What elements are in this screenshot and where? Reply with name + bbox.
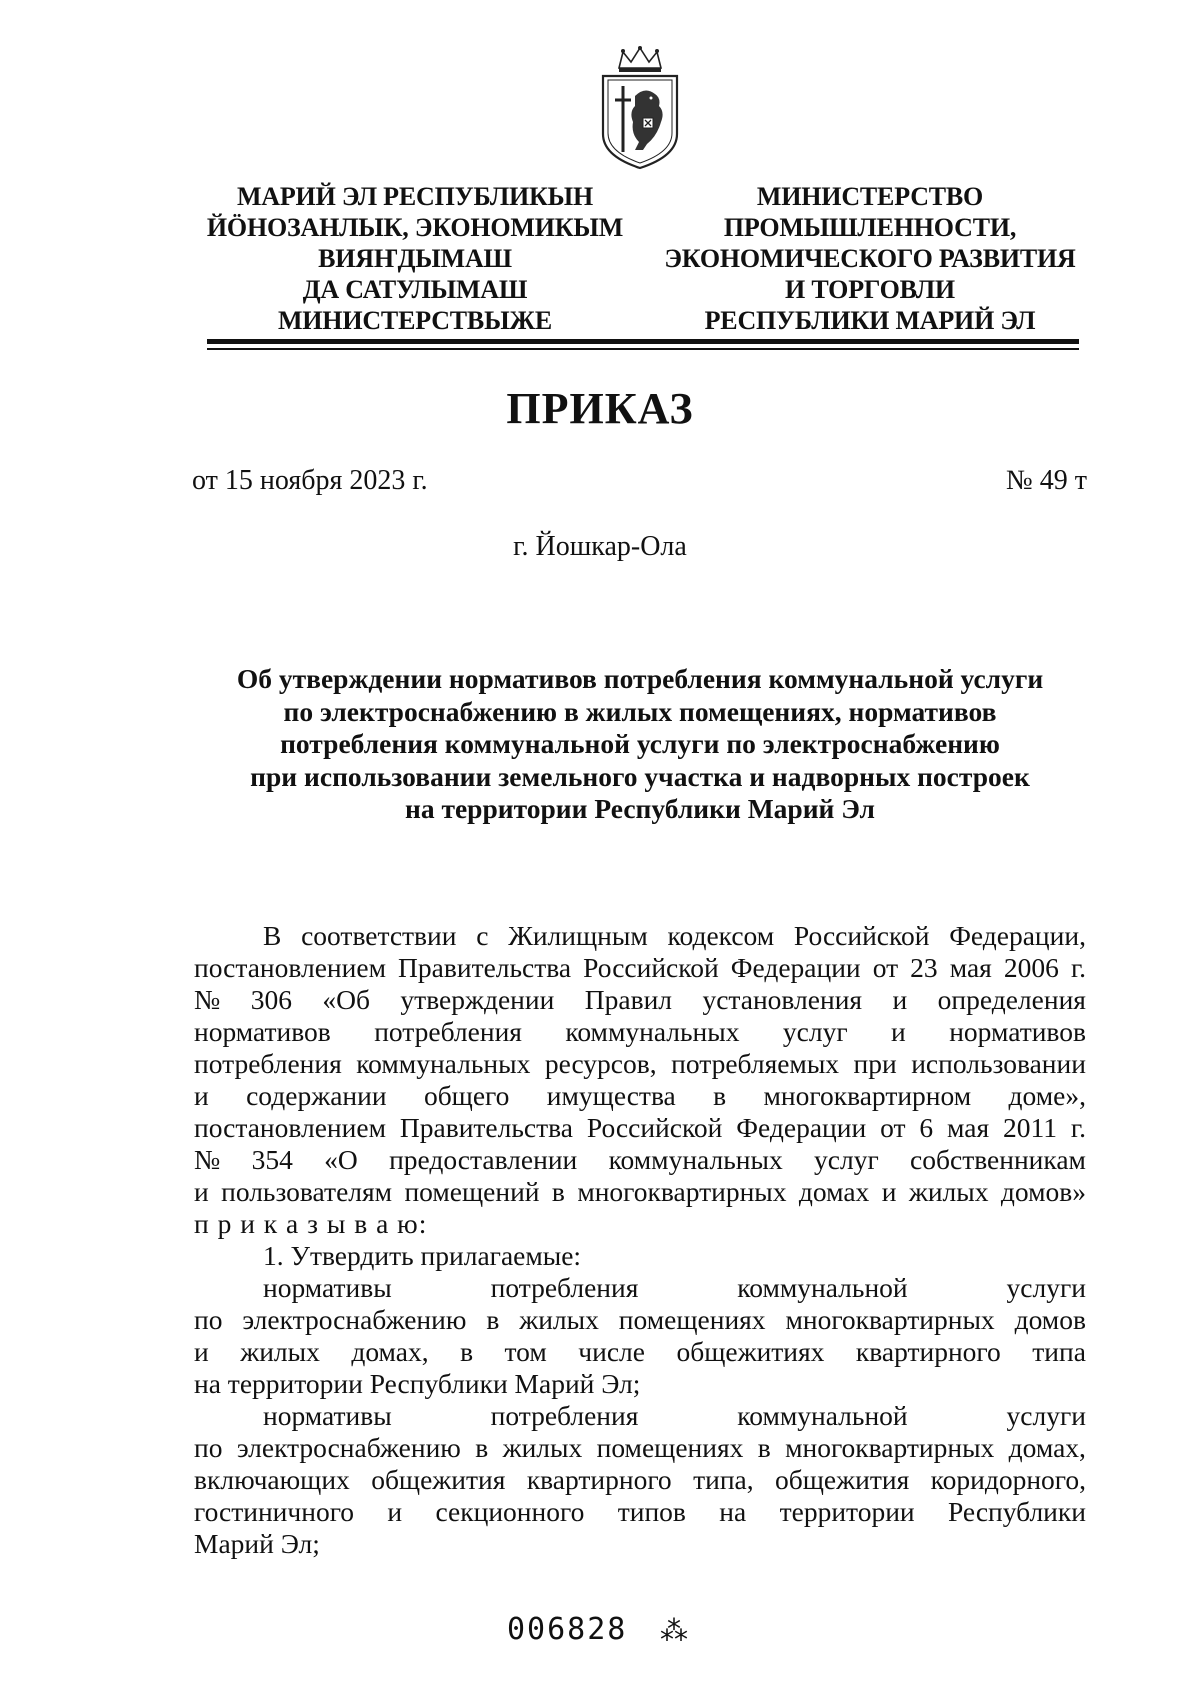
asterisk-mark-icon: ⁂ <box>660 1614 688 1647</box>
body-word: потребления <box>490 1272 639 1303</box>
body-word: многоквартирных <box>577 1176 787 1207</box>
body-word: потребления <box>194 1048 342 1079</box>
body-word: жилых <box>502 1432 583 1463</box>
body-word: общежития <box>775 1464 910 1495</box>
subject-line: на территории Республики Марий Эл <box>405 793 875 824</box>
subject-line: Об утверждении нормативов потребления коммунальной услуги <box>236 663 1044 694</box>
header-left-line: ЙӦНОЗАНЛЫК, ЭКОНОМИКЫМ <box>206 213 624 242</box>
body-word: 2006 <box>1003 952 1059 983</box>
body-word: в <box>460 1336 474 1367</box>
header-right-line: ПРОМЫШЛЕННОСТИ, <box>723 213 1017 242</box>
document-title: ПРИКАЗ <box>506 384 694 433</box>
body-line <box>194 1048 1086 1080</box>
body-word: предоставлении <box>389 1144 578 1175</box>
body-word: использовании <box>911 1048 1086 1079</box>
body-word: территории <box>779 1496 915 1527</box>
body-word: содержании <box>246 1080 387 1111</box>
body-word: мая <box>949 952 992 983</box>
body-word: потребляемых <box>671 1048 840 1079</box>
body-word: жилых <box>240 1336 320 1367</box>
body-word: от <box>880 1112 906 1143</box>
body-word: и <box>892 984 908 1015</box>
body-line: Марий Эл; <box>194 1528 320 1559</box>
body-line <box>194 1304 1086 1336</box>
body-word: и <box>881 1176 897 1207</box>
body-line <box>194 1112 1086 1144</box>
body-line <box>194 952 1086 984</box>
body-word: услуг <box>782 1016 848 1047</box>
body-word: «О <box>324 1144 358 1175</box>
body-line <box>194 1496 1086 1528</box>
body-word: г. <box>1070 1112 1086 1143</box>
header-divider-thick <box>207 339 1079 344</box>
body-word: общежития <box>371 1464 506 1495</box>
document-city: г. Йошкар-Ола <box>513 531 687 562</box>
body-word: общежитиях <box>676 1336 825 1367</box>
body-line <box>194 1432 1086 1464</box>
body-word: доме», <box>1008 1080 1086 1111</box>
body-word: соответствии <box>301 920 457 951</box>
body-word: квартирного <box>855 1336 1001 1367</box>
body-word: с <box>476 920 489 951</box>
body-word: и <box>194 1336 209 1367</box>
body-line <box>263 1400 1086 1432</box>
document-number: № 49 т <box>1006 465 1087 496</box>
body-word: коридорного, <box>930 1464 1086 1495</box>
body-word: типов <box>617 1496 686 1527</box>
body-word: пользователям <box>221 1176 393 1207</box>
body-word: кодексом <box>667 920 775 951</box>
body-word: мая <box>947 1112 990 1143</box>
body-word: по <box>194 1432 223 1463</box>
body-word: нормативов <box>949 1016 1086 1047</box>
body-word: домов <box>1014 1304 1086 1335</box>
body-word: Республики <box>948 1496 1086 1527</box>
body-word: В <box>263 920 282 951</box>
header-left-marij-title <box>195 181 635 336</box>
body-line <box>194 1144 1086 1176</box>
header-left-line: МИНИСТЕРСТВЫЖЕ <box>277 306 553 335</box>
body-word: при <box>853 1048 897 1079</box>
header-left-line: ВИЯҤДЫМАШ <box>318 244 512 273</box>
body-word: Федерации, <box>949 920 1086 951</box>
body-line <box>194 1176 1086 1208</box>
body-word: домах, <box>351 1336 429 1367</box>
body-word: числе <box>578 1336 645 1367</box>
body-word: Жилищным <box>508 920 648 951</box>
body-word: нормативы <box>263 1400 392 1431</box>
body-word: электроснабжению <box>236 1432 461 1463</box>
header-left-line: МАРИЙ ЭЛ РЕСПУБЛИКЫН <box>236 182 594 211</box>
body-word: услуг <box>814 1144 879 1175</box>
body-word: № <box>194 1144 221 1175</box>
body-word: многоквартирных <box>785 1432 995 1463</box>
body-word: 354 <box>251 1144 293 1175</box>
body-word: жилых <box>519 1304 599 1335</box>
body-word: Российской <box>586 1112 723 1143</box>
body-line-order-word: п р и к а з ы в а ю: <box>194 1208 428 1239</box>
body-line <box>194 984 1086 1016</box>
subject-line: при использовании земельного участка и надворных построек <box>250 760 1030 792</box>
header-right-line: ЭКОНОМИЧЕСКОГО РАЗВИТИЯ <box>664 244 1076 273</box>
body-word: 6 <box>919 1112 934 1143</box>
body-line <box>194 1080 1086 1112</box>
serial-number-stamp: 006828 <box>507 1612 628 1647</box>
body-word: включающих <box>194 1464 350 1495</box>
body-word: Российской <box>583 952 719 983</box>
body-word: коммунальных <box>565 1016 740 1047</box>
body-word: гостиничного <box>194 1496 355 1527</box>
body-word: потребления <box>490 1400 639 1431</box>
body-word: «Об <box>322 984 370 1015</box>
body-word: имущества <box>546 1080 676 1111</box>
body-word: помещениях <box>618 1304 766 1335</box>
body-word: и <box>891 1016 906 1047</box>
body-word: домах, <box>1008 1432 1086 1463</box>
header-divider-thin <box>207 348 1079 350</box>
header-right-line: МИНИСТЕРСТВО <box>756 182 984 211</box>
body-word: ресурсов, <box>544 1048 657 1079</box>
body-word: Федерации <box>730 952 861 983</box>
body-word: многоквартирных <box>785 1304 995 1335</box>
body-word: услуги <box>1006 1400 1086 1431</box>
body-word: коммунальной <box>737 1272 908 1303</box>
body-word: общего <box>423 1080 510 1111</box>
body-word: постановлением <box>194 1112 386 1143</box>
body-word: коммунальной <box>737 1400 908 1431</box>
subject-line: потребления коммунальной услуги по электроснабжению <box>280 728 1000 759</box>
body-word: домах <box>798 1176 870 1207</box>
body-word: в <box>475 1432 489 1463</box>
document-date: от 15 ноября 2023 г. <box>192 465 428 496</box>
body-word: нормативов <box>194 1016 331 1047</box>
body-word: установления <box>702 984 863 1015</box>
body-word: услуги <box>1006 1272 1086 1303</box>
body-word: определения <box>937 984 1086 1015</box>
body-line <box>194 1016 1086 1048</box>
body-word: Правительства <box>399 1112 573 1143</box>
body-word: в <box>757 1432 771 1463</box>
header-right-line: И ТОРГОВЛИ <box>785 275 955 304</box>
body-word: квартирного <box>526 1464 672 1495</box>
body-word: г. <box>1070 952 1086 983</box>
body-word: от <box>872 952 899 983</box>
body-word: электроснабжению <box>242 1304 467 1335</box>
coat-of-arms-emblem <box>595 46 685 170</box>
header-right-line: РЕСПУБЛИКИ МАРИЙ ЭЛ <box>704 306 1036 335</box>
body-word: многоквартирном <box>763 1080 972 1111</box>
body-word: том <box>504 1336 547 1367</box>
body-line <box>263 1272 1086 1304</box>
body-word: коммунальных <box>356 1048 531 1079</box>
body-word: Федерации <box>736 1112 867 1143</box>
body-word: 2011 <box>1003 1112 1058 1143</box>
body-word: потребления <box>374 1016 522 1047</box>
body-word: коммунальных <box>608 1144 783 1175</box>
body-word: на <box>719 1496 747 1527</box>
subject-line: по электроснабжению в жилых помещениях, нормативов <box>283 695 997 727</box>
body-word: Правительства <box>398 952 572 983</box>
body-line: на территории Республики Марий Эл; <box>194 1368 641 1399</box>
body-word: постановлением <box>194 952 386 983</box>
body-word: Правил <box>584 984 673 1015</box>
body-word: типа, <box>693 1464 754 1495</box>
body-word: 23 <box>910 952 938 983</box>
body-word: 306 <box>250 984 292 1015</box>
body-word: жилых <box>908 1176 989 1207</box>
document-subject <box>190 663 1090 826</box>
body-word: и <box>387 1496 403 1527</box>
body-word: Российской <box>793 920 930 951</box>
body-word: помещениях <box>596 1432 744 1463</box>
body-word: в <box>713 1080 727 1111</box>
body-word: собственникам <box>910 1144 1086 1175</box>
body-word: в <box>551 1176 565 1207</box>
header-left-line: ДА САТУЛЫМАШ <box>302 275 528 304</box>
body-line <box>194 1464 1086 1496</box>
body-line-item-1: 1. Утвердить прилагаемые: <box>263 1240 582 1271</box>
header-right-ministry-title <box>650 181 1090 336</box>
body-word: секционного <box>435 1496 585 1527</box>
body-word: помещений <box>404 1176 540 1207</box>
body-word: в <box>486 1304 500 1335</box>
body-line <box>194 1336 1086 1368</box>
body-word: № <box>194 984 221 1015</box>
body-line <box>263 920 1086 952</box>
body-word: типа <box>1032 1336 1086 1367</box>
body-word: нормативы <box>263 1272 392 1303</box>
body-word: утверждении <box>400 984 555 1015</box>
body-word: домов» <box>1000 1176 1086 1207</box>
body-word: и <box>194 1080 209 1111</box>
body-word: и <box>194 1176 209 1207</box>
body-word: по <box>194 1304 223 1335</box>
